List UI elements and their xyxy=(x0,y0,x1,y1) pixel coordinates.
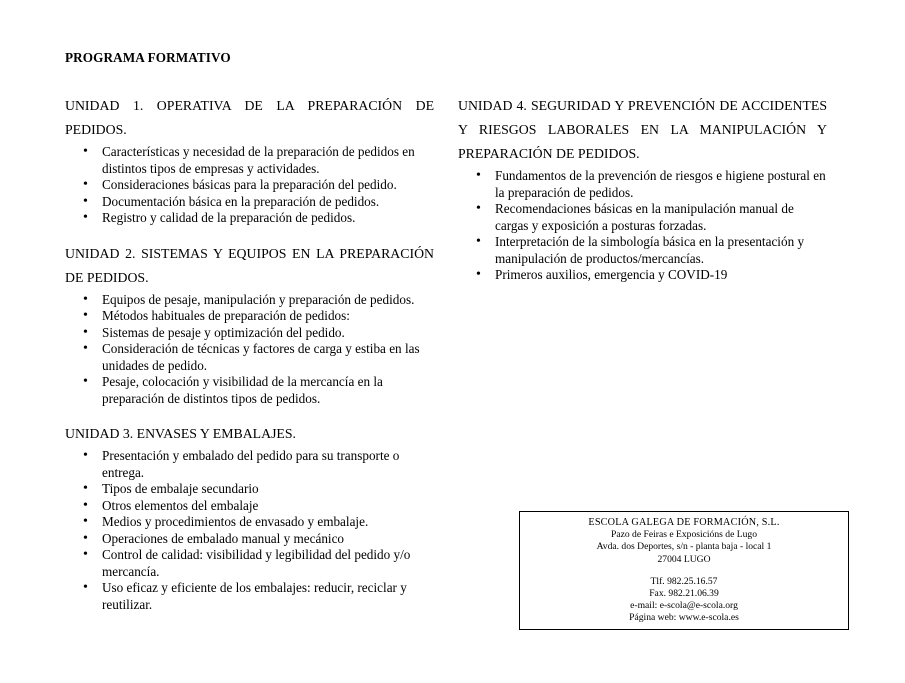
list-item: • Control de calidad: visibilidad y legibilidad del pedido y/o mercancía. xyxy=(102,547,434,580)
fax: Fax. 982.21.06.39 xyxy=(649,588,719,600)
list-item: • Características y necesidad de la preparación de pedidos en distintos tipos de empresas y actividades. xyxy=(102,144,434,177)
company-name: ESCOLA GALEGA DE FORMACIÓN, S.L. xyxy=(588,517,780,528)
website[interactable]: Página web: www.e-scola.es xyxy=(629,612,739,624)
unit-topic-list xyxy=(65,292,434,408)
list-item: • Documentación básica en la preparación de pedidos. xyxy=(102,194,434,211)
list-item: • Métodos habituales de preparación de pedidos: xyxy=(102,308,434,325)
list-item: • Sistemas de pesaje y optimización del pedido. xyxy=(102,325,434,342)
unit-title: UNIDAD 4. SEGURIDAD Y PREVENCIÓN DE ACCIDENTES Y RIESGOS LABORALES EN LA MANIPULACIÓN Y PREPARACIÓN DE PEDIDOS. xyxy=(458,98,827,161)
list-item: • Consideración de técnicas y factores de carga y estiba en las unidades de pedido. xyxy=(102,341,434,374)
list-item: • Pesaje, colocación y visibilidad de la mercancía en la preparación de distintos tipos de pedidos. xyxy=(102,374,434,407)
list-item: • Consideraciones básicas para la preparación del pedido. xyxy=(102,177,434,194)
unit-title: UNIDAD 2. SISTEMAS Y EQUIPOS EN LA PREPARACIÓN DE PEDIDOS. xyxy=(65,245,434,285)
list-item: • Presentación y embalado del pedido para su transporte o entrega. xyxy=(102,448,434,481)
postal-code: 27004 LUGO xyxy=(657,553,711,565)
right-column xyxy=(458,94,827,284)
list-item: • Recomendaciones básicas en la manipulación manual de cargas y exposición a posturas forzadas. xyxy=(495,201,827,234)
list-item: • Tipos de embalaje secundario xyxy=(102,481,434,498)
unit-topic-list xyxy=(65,144,434,227)
list-item: • Primeros auxilios, emergencia y COVID-19 xyxy=(495,267,827,284)
email[interactable]: e-mail: e-scola@e-scola.org xyxy=(630,600,738,612)
list-item: • Interpretación de la simbología básica en la presentación y manipulación de productos/mercancías. xyxy=(495,234,827,267)
spacer xyxy=(520,566,848,576)
unit-topic-list xyxy=(65,448,434,613)
list-item: • Equipos de pesaje, manipulación y preparación de pedidos. xyxy=(102,292,434,309)
list-item: • Registro y calidad de la preparación de pedidos. xyxy=(102,210,434,227)
unit-title: UNIDAD 3. ENVASES Y EMBALAJES. xyxy=(65,426,296,441)
address: Avda. dos Deportes, s/n - planta baja - local 1 xyxy=(596,541,772,553)
page-title: PROGRAMA FORMATIVO xyxy=(65,50,231,65)
unit-topic-list xyxy=(458,168,827,284)
phone: Tlf. 982.25.16.57 xyxy=(650,575,718,587)
list-item: • Uso eficaz y eficiente de los embalajes: reducir, reciclar y reutilizar. xyxy=(102,580,434,613)
unit-3 xyxy=(65,422,434,613)
unit-4 xyxy=(458,94,827,284)
unit-title: UNIDAD 1. OPERATIVA DE LA PREPARACIÓN DE PEDIDOS. xyxy=(65,98,434,137)
venue: Pazo de Feiras e Exposicións de Lugo xyxy=(610,529,757,541)
contact-box xyxy=(519,511,849,630)
left-column xyxy=(65,94,434,613)
list-item: • Operaciones de embalado manual y mecánico xyxy=(102,531,434,548)
unit-2 xyxy=(65,242,434,408)
list-item: • Medios y procedimientos de envasado y embalaje. xyxy=(102,514,434,531)
list-item: • Otros elementos del embalaje xyxy=(102,498,434,515)
list-item: • Fundamentos de la prevención de riesgos e higiene postural en la preparación de pedidos. xyxy=(495,168,827,201)
unit-1 xyxy=(65,94,434,227)
